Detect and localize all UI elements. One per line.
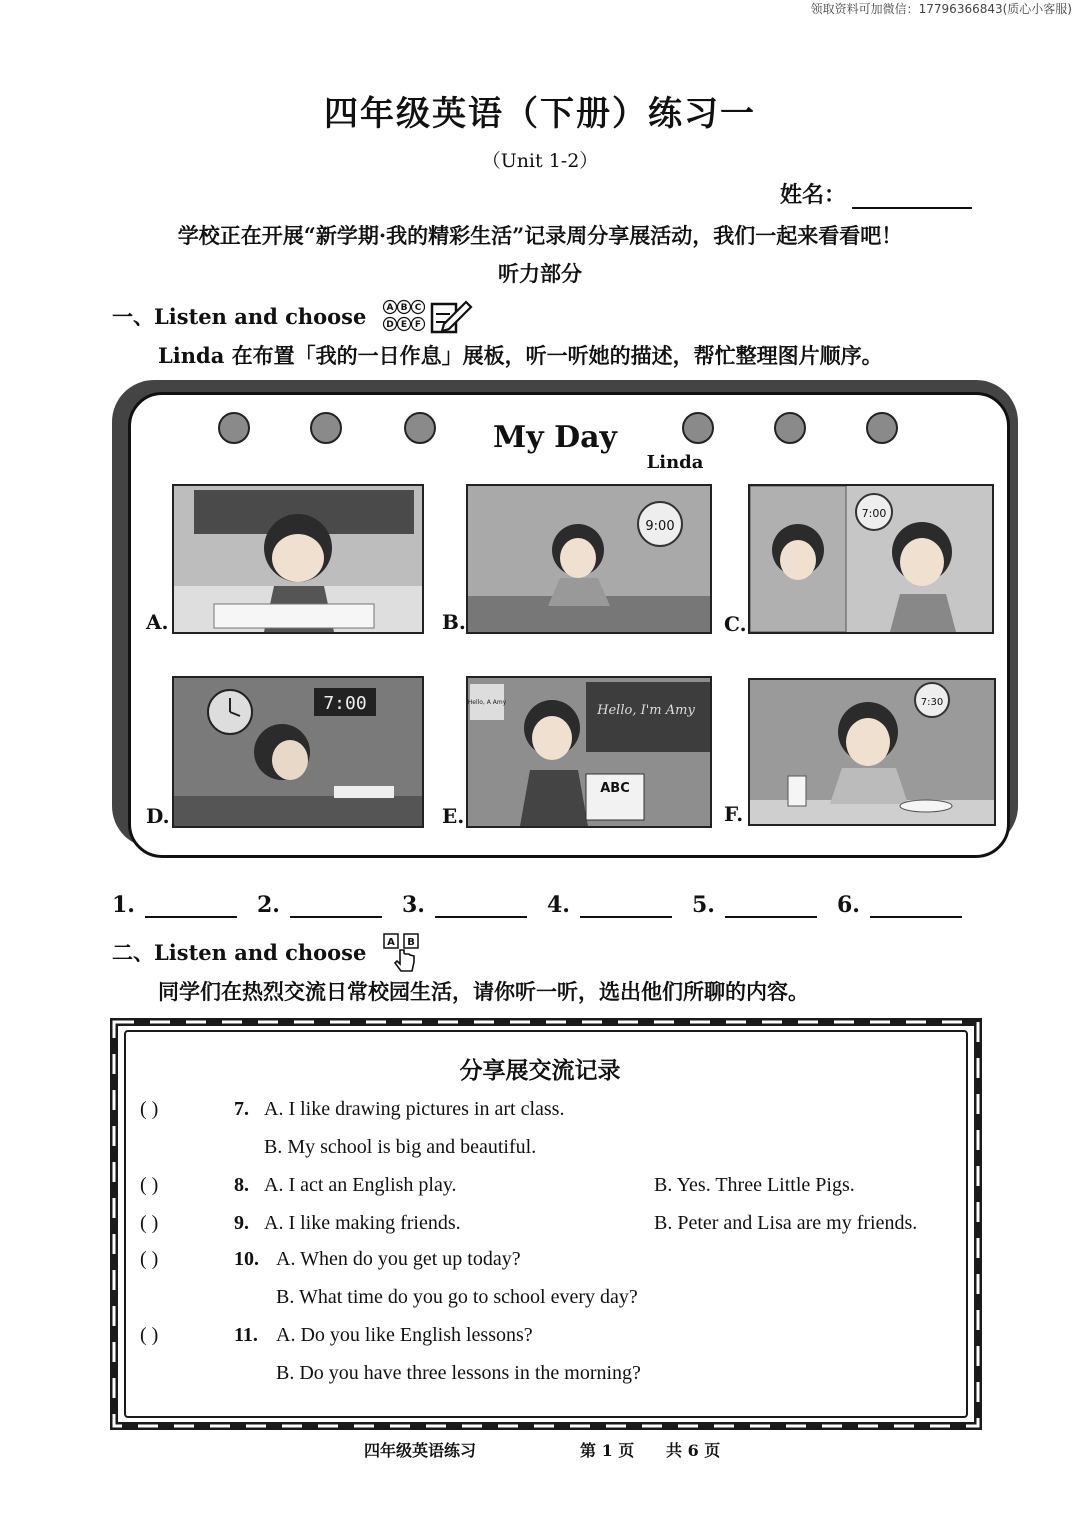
photo-e-book-text: ABC [600,781,630,796]
option-a[interactable]: A. I like making friends. [264,1212,461,1234]
section1-heading [112,298,474,339]
svg-text:B: B [400,303,408,313]
photo-c-clock: 7:00 [861,507,887,520]
abcdef-write-icon [382,298,474,339]
question-7 [140,1098,158,1121]
watermark: 领取资料可加微信：17796366843(质心小客服) [810,2,1072,16]
board-pin [682,412,714,444]
answer-blank-2[interactable] [257,892,402,918]
question-number: 8. [234,1174,249,1196]
listening-part-heading: 听力部分 [498,261,582,286]
section2-instruction: 同学们在热烈交流日常校园生活，请你听一听，选出他们所聊的内容。 [158,979,809,1004]
section2-heading [112,932,428,977]
svg-text:B: B [406,937,415,948]
svg-text:A: A [386,937,395,948]
question-number: 9. [234,1212,249,1234]
svg-text:A: A [386,303,394,313]
name-blank[interactable] [852,187,972,209]
photo-f-girl-breakfast [748,678,996,826]
answer-number: 2. [257,892,280,918]
answer-blank-4[interactable] [547,892,692,918]
question-8 [140,1174,158,1197]
question-number: 10. [234,1248,259,1270]
photo-e-side-text: Hello, A Amy [468,699,507,706]
board-title: My Day [493,420,617,455]
question-11 [140,1324,158,1347]
svg-text:F: F [414,320,421,330]
photo-e-girl-reading [466,676,712,828]
question-number: 11. [234,1324,258,1346]
option-b[interactable]: B. My school is big and beautiful. [264,1136,537,1158]
board-pin [218,412,250,444]
board-pin [774,412,806,444]
svg-text:D: D [385,320,394,330]
answer-parens[interactable]: ( ) [140,1324,159,1346]
footer-page: 第 1 页 [580,1441,635,1460]
photo-d-girl-homework [172,676,424,828]
answer-parens[interactable]: ( ) [140,1098,159,1120]
option-b[interactable]: B. Yes. Three Little Pigs. [654,1174,855,1196]
section1-heading-text: 一、Listen and choose [112,304,367,329]
photo-b-clock: 9:00 [645,519,675,534]
footer-total: 共 6 页 [666,1441,721,1460]
option-a[interactable]: A. I like drawing pictures in art class. [264,1098,565,1120]
photo-d-label: D. [146,804,170,828]
svg-text:E: E [400,320,407,330]
answer-row [112,892,982,918]
photo-e-label: E. [442,804,465,828]
answer-blank-5[interactable] [692,892,837,918]
section1-instruction: Linda 在布置「我的一日作息」展板，听一听她的描述，帮忙整理图片顺序。 [158,343,883,368]
answer-blank-1[interactable] [112,892,257,918]
question-9 [140,1212,158,1235]
section2-heading-text: 二、Listen and choose [112,940,367,965]
answer-blank-3[interactable] [402,892,547,918]
option-a[interactable]: A. When do you get up today? [276,1248,521,1270]
name-label: 姓名： [780,182,847,208]
board-author: Linda [646,452,704,473]
svg-text:C: C [414,303,421,313]
question-number: 7. [234,1098,249,1120]
answer-blank-6[interactable] [837,892,982,918]
exchange-record-title: 分享展交流记录 [459,1057,621,1084]
board-pin [404,412,436,444]
option-b[interactable]: B. What time do you go to school every day? [276,1286,638,1308]
option-b[interactable]: B. Do you have three lessons in the morning? [276,1362,641,1384]
name-field[interactable] [780,178,972,209]
question-10 [140,1248,158,1271]
answer-number: 3. [402,892,425,918]
footer-subject: 四年级英语练习 [364,1441,477,1460]
page-title: 四年级英语（下册）练习一 [324,94,756,134]
answer-number: 6. [837,892,860,918]
board-pin [310,412,342,444]
answer-parens[interactable]: ( ) [140,1248,159,1270]
photo-b-girl-waking [466,484,712,634]
page-subtitle: （Unit 1-2） [481,150,599,172]
photo-b-label: B. [442,610,466,634]
photo-f-label: F. [724,802,744,826]
ab-click-icon [382,932,428,977]
intro-text: 学校正在开展“新学期·我的精彩生活”记录周分享展活动，我们一起来看看吧！ [177,223,903,248]
option-a[interactable]: A. I act an English play. [264,1174,457,1196]
photo-c-girl-brushing-teeth [748,484,994,634]
photo-c-label: C. [724,612,747,636]
option-b[interactable]: B. Peter and Lisa are my friends. [654,1212,918,1234]
photo-e-board-text: Hello, I'm Amy [597,703,695,718]
photo-f-clock: 7:30 [920,697,944,708]
answer-number: 5. [692,892,715,918]
board-pin [866,412,898,444]
photo-d-clock: 7:00 [323,693,367,714]
answer-parens[interactable]: ( ) [140,1212,159,1234]
answer-parens[interactable]: ( ) [140,1174,159,1196]
photo-a-label: A. [146,610,169,634]
option-a[interactable]: A. Do you like English lessons? [276,1324,533,1346]
photo-a-girl-writing [172,484,424,634]
answer-number: 4. [547,892,570,918]
answer-number: 1. [112,892,135,918]
